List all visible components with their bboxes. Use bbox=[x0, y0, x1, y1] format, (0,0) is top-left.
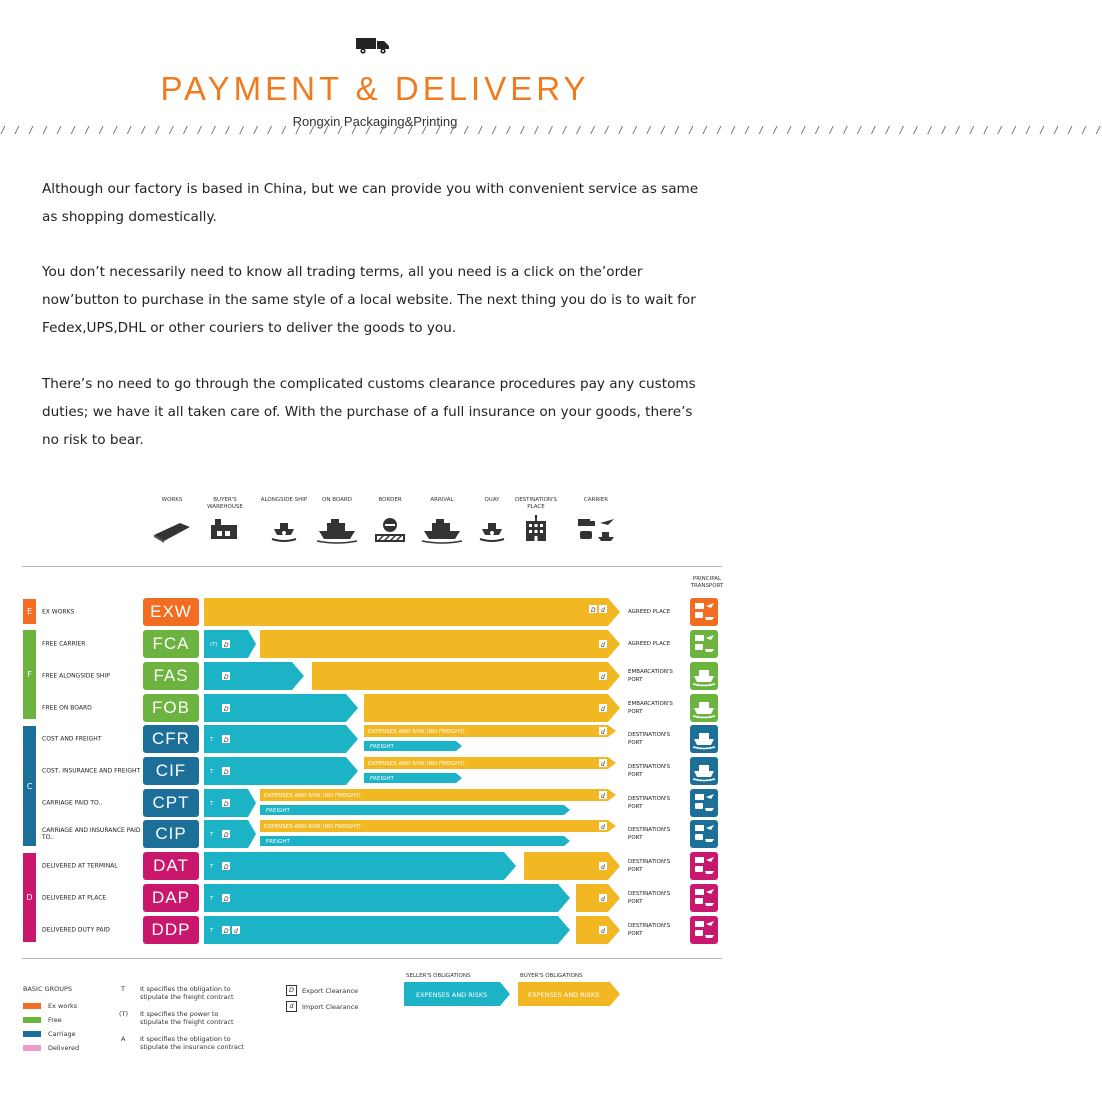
stage-on-board: ON BOARD bbox=[307, 497, 367, 543]
svg-text:d: d bbox=[234, 928, 238, 935]
stage-works: WORKS bbox=[142, 497, 202, 543]
svg-text:D: D bbox=[224, 769, 229, 776]
import-clearance-box bbox=[599, 704, 607, 713]
export-clearance-box bbox=[222, 704, 230, 713]
stage-arrival: ARRIVAL bbox=[412, 497, 472, 543]
term-destination: DESTINATION'S PORT bbox=[628, 923, 671, 937]
export-clearance-box bbox=[222, 735, 230, 744]
stage-buyers-warehouse: BUYER'S WAREHOUSE bbox=[195, 497, 255, 543]
term-destination: DESTINATION'S PORT bbox=[628, 764, 671, 778]
svg-text:d: d bbox=[601, 824, 605, 831]
group-c-bar: C bbox=[23, 726, 36, 846]
svg-text:d: d bbox=[601, 674, 605, 681]
term-label: DELIVERED DUTY PAID bbox=[42, 926, 110, 934]
seller-obligations-title: SELLER'S OBLIGATIONS bbox=[406, 973, 471, 979]
export-clearance-box bbox=[222, 894, 230, 903]
customs-paragraph: There’s no need to go through the complicated customs clearance procedures pay any customs duties; we have it all taken care of. With the purchase of a full insurance on your goods, there’s no risk to bear. bbox=[42, 376, 696, 448]
bar-label: T bbox=[210, 896, 214, 902]
swatch-free bbox=[23, 1017, 41, 1023]
svg-text:D: D bbox=[224, 801, 229, 808]
legend-delivered: Delivered bbox=[48, 1044, 80, 1052]
import-clearance-label: Import Clearance bbox=[302, 1003, 359, 1011]
term-destination: DESTINATION'S PORT bbox=[628, 732, 671, 746]
import-clearance-box bbox=[599, 640, 607, 649]
svg-text:D: D bbox=[224, 706, 229, 713]
import-clearance-box bbox=[599, 894, 607, 903]
freight-arrow-cpt bbox=[260, 805, 570, 815]
import-clearance-box bbox=[599, 862, 607, 871]
chart-bottom-divider bbox=[22, 958, 722, 959]
term-code-dat: DAT bbox=[143, 852, 199, 880]
import-clearance-box bbox=[599, 727, 607, 736]
export-clearance-key: D bbox=[286, 985, 297, 996]
bar-label: FREIGHT bbox=[370, 744, 394, 750]
buyer-arrow-fob bbox=[364, 694, 620, 722]
note-key-t: T bbox=[121, 985, 125, 993]
term-destination: AGREED PLACE bbox=[628, 609, 671, 615]
page-subtitle: Rongxin Packaging&Printing bbox=[292, 114, 458, 129]
note-key-t-power: (T) bbox=[119, 1010, 129, 1018]
term-destination: DESTINATION'S PORT bbox=[628, 859, 671, 873]
term-code-fas: FAS bbox=[143, 662, 199, 690]
group-f-bar: F bbox=[23, 630, 36, 719]
stage-destinations-place: DESTINATION'S PLACE bbox=[506, 497, 566, 543]
note-text-t: It specifies the obligation to stipulate the freight contract bbox=[140, 985, 234, 1001]
buyer-arrow-fca bbox=[260, 630, 620, 658]
svg-text:D: D bbox=[591, 607, 596, 614]
bar-label: T bbox=[210, 801, 214, 807]
bar-label: T bbox=[210, 864, 214, 870]
term-label: EX WORKS bbox=[42, 608, 75, 616]
svg-text:D: D bbox=[224, 864, 229, 871]
buyer-legend-label: EXPENSES AND RISKS bbox=[528, 991, 600, 999]
export-clearance-box bbox=[222, 672, 230, 681]
term-destination: DESTINATION'S PORT bbox=[628, 827, 671, 841]
page-title: PAYMENT & DELIVERY bbox=[160, 70, 590, 107]
buyer-arrow-ddp bbox=[576, 916, 620, 944]
note-key-a: A bbox=[121, 1035, 126, 1043]
svg-text:d: d bbox=[601, 896, 605, 903]
svg-text:D: D bbox=[224, 832, 229, 839]
export-clearance-box bbox=[222, 862, 230, 871]
export-clearance-label: Export Clearance bbox=[302, 987, 359, 995]
term-label: FREE CARRIER bbox=[42, 640, 86, 648]
bar-label: FREIGHT bbox=[266, 808, 290, 814]
import-clearance-box bbox=[232, 926, 240, 935]
term-destination: EMBARCATION'S PORT bbox=[628, 701, 673, 715]
bar-label: EXPENSES AND RISK (NO FREIGHT) bbox=[368, 761, 465, 767]
bar-label: T bbox=[210, 769, 214, 775]
svg-text:d: d bbox=[601, 729, 605, 736]
import-clearance-box bbox=[599, 926, 607, 935]
export-clearance-box bbox=[222, 926, 230, 935]
export-clearance-box bbox=[222, 799, 230, 808]
buyer-obligations-title: BUYER'S OBLIGATIONS bbox=[520, 973, 583, 979]
term-label: DELIVERED AT PLACE bbox=[42, 894, 107, 902]
term-label: COST, INSURANCE AND FREIGHT bbox=[42, 767, 141, 775]
term-label: CARRIAGE AND INSURANCE PAID TO.. bbox=[42, 827, 141, 841]
svg-text:d: d bbox=[601, 642, 605, 649]
term-destination: DESTINATION'S PORT bbox=[628, 891, 671, 905]
term-label: COST AND FREIGHT bbox=[42, 735, 102, 743]
bar-label: FREIGHT bbox=[370, 776, 394, 782]
term-label: DELIVERED AT TERMINAL bbox=[42, 862, 118, 870]
note-text-t-power: It specifies the power to stipulate the freight contract bbox=[140, 1010, 234, 1026]
svg-text:d: d bbox=[601, 864, 605, 871]
import-clearance-box bbox=[599, 605, 607, 614]
term-code-cpt: CPT bbox=[143, 789, 199, 817]
seller-arrow-dat bbox=[204, 852, 516, 880]
svg-text:D: D bbox=[224, 642, 229, 649]
svg-text:D: D bbox=[224, 737, 229, 744]
term-label: FREE ALONGSIDE SHIP bbox=[42, 672, 110, 680]
basic-groups-title: BASIC GROUPS bbox=[23, 985, 73, 993]
bar-label: EXPENSES AND RISK (NO FREIGHT) bbox=[368, 729, 465, 735]
stage-carrier: CARRIER bbox=[566, 497, 626, 547]
legend-free: Free bbox=[48, 1016, 62, 1024]
swatch-delivered bbox=[23, 1045, 41, 1051]
export-clearance-box bbox=[222, 767, 230, 776]
import-clearance-box bbox=[599, 672, 607, 681]
intro-paragraph: Although our factory is based in China, but we can provide you with convenient service as same as shopping domestically. bbox=[42, 181, 699, 225]
term-destination: EMBARCATION'S PORT bbox=[628, 669, 673, 683]
decorative-divider: / / / / / / / / / / / / / / / / / / / / / / / / / / / / / / / / / / / / / / / / / / / / / / / / / / / / / / / / / / / / / / / / / / / / / / / / / / / / / / / bbox=[0, 125, 1102, 136]
svg-text:D: D bbox=[224, 674, 229, 681]
svg-text:d: d bbox=[601, 706, 605, 713]
export-clearance-box bbox=[589, 605, 597, 614]
bar-label: (T) bbox=[210, 642, 218, 648]
bar-label: FREIGHT bbox=[266, 839, 290, 845]
seller-legend-label: EXPENSES AND RISKS bbox=[416, 991, 488, 999]
term-destination: DESTINATION'S PORT bbox=[628, 796, 671, 810]
buyer-arrow-exw bbox=[204, 598, 620, 626]
stage-alongside-ship: ALONGSIDE SHIP bbox=[254, 497, 314, 543]
seller-arrow-dap bbox=[204, 884, 570, 912]
term-code-fob: FOB bbox=[143, 694, 199, 722]
svg-text:d: d bbox=[601, 793, 605, 800]
svg-text:D: D bbox=[224, 896, 229, 903]
swatch-carriage bbox=[23, 1031, 41, 1037]
svg-text:d: d bbox=[601, 928, 605, 935]
bar-label: T bbox=[210, 737, 214, 743]
ordering-paragraph: You don’t necessarily need to know all trading terms, all you need is a click on the’order now’button to purchase in the same style of a local website. The next thing you do is to wait for Fedex,UPS,DHL or other couriers to deliver the goods to you. bbox=[42, 264, 696, 336]
import-clearance-box bbox=[599, 822, 607, 831]
bar-label: T bbox=[210, 928, 214, 934]
note-text-a: It specifies the obligation to stipulate the insurance contract bbox=[140, 1035, 244, 1051]
import-clearance-box bbox=[599, 791, 607, 800]
buyer-arrow-dap bbox=[576, 884, 620, 912]
stage-border: BORDER bbox=[360, 497, 420, 543]
freight-arrow-cip bbox=[260, 836, 570, 846]
term-code-fca: FCA bbox=[143, 630, 199, 658]
term-code-exw: EXW bbox=[143, 598, 199, 626]
group-d-bar: D bbox=[23, 853, 36, 942]
group-e-bar: E bbox=[23, 599, 36, 624]
buyer-arrow-fas bbox=[312, 662, 620, 690]
svg-text:D: D bbox=[224, 928, 229, 935]
stage-quay: QUAY bbox=[462, 497, 522, 543]
term-label: CARRIAGE PAID TO.. bbox=[42, 799, 103, 807]
bar-label: EXPENSES AND RISK (NO FREIGHT) bbox=[264, 793, 361, 799]
seller-arrow-fas bbox=[204, 662, 304, 690]
svg-text:d: d bbox=[601, 761, 605, 768]
principal-transport-label: PRINCIPAL TRANSPORT bbox=[690, 576, 724, 589]
swatch-ex-works bbox=[23, 1003, 41, 1009]
obligations-legend-arrows bbox=[404, 982, 624, 1008]
legend-carriage: Carriage bbox=[48, 1030, 76, 1038]
export-clearance-box bbox=[222, 640, 230, 649]
term-code-dap: DAP bbox=[143, 884, 199, 912]
term-code-ddp: DDP bbox=[143, 916, 199, 944]
bar-label: T bbox=[210, 832, 214, 838]
term-code-cfr: CFR bbox=[143, 725, 199, 753]
term-label: FREE ON BOARD bbox=[42, 704, 92, 712]
import-clearance-key: d bbox=[286, 1001, 297, 1012]
export-clearance-box bbox=[222, 830, 230, 839]
legend-ex-works: Ex works bbox=[48, 1002, 78, 1010]
term-code-cif: CIF bbox=[143, 757, 199, 785]
bar-label: EXPENSES AND RISK (NO FREIGHT) bbox=[264, 824, 361, 830]
import-clearance-box bbox=[599, 759, 607, 768]
term-code-cip: CIP bbox=[143, 820, 199, 848]
svg-text:d: d bbox=[601, 607, 605, 614]
term-destination: AGREED PLACE bbox=[628, 641, 671, 647]
seller-arrow-ddp bbox=[204, 916, 570, 944]
